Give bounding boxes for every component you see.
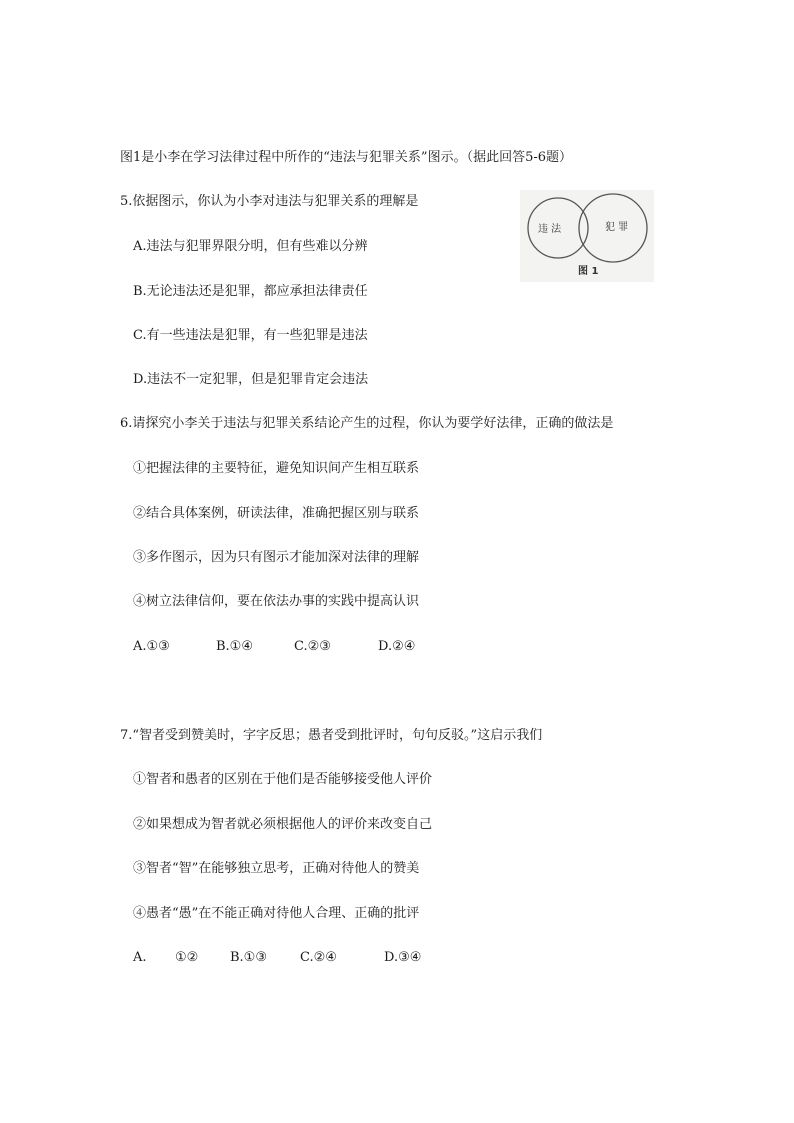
- choice-b: B.①④: [216, 639, 253, 654]
- choice-b: B.①③: [230, 950, 267, 965]
- question-6-statement-3: ③多作图示，因为只有图示才能加深对法律的理解: [133, 550, 420, 565]
- question-7-statement-2: ②如果想成为智者就必须根据他人的评价来改变自己: [133, 817, 433, 832]
- figure-caption: 图 1: [578, 266, 599, 277]
- question-6-stem: 6.请探究小李关于违法与犯罪关系结论产生的过程，你认为要学好法律，正确的做法是: [120, 416, 614, 431]
- question-6-statement-4: ④树立法律信仰，要在依法办事的实践中提高认识: [133, 594, 420, 609]
- choice-d: D.②④: [378, 639, 416, 654]
- question-6-choices: [133, 638, 415, 656]
- question-7-statement-1: ①智者和愚者的区别在于他们是否能够接受他人评价: [133, 772, 433, 787]
- intro-text: 图1是小李在学习法律过程中所作的“违法与犯罪关系”图示。（据此回答5-6题）: [120, 150, 572, 165]
- choice-c: C.②④: [300, 950, 337, 965]
- question-7-choices: [133, 949, 421, 967]
- choice-a: A.①③: [133, 639, 170, 654]
- venn-left-label: 违 法: [538, 224, 562, 235]
- question-5-option-a: A.违法与犯罪界限分明，但有些难以分辨: [133, 239, 368, 254]
- question-5-option-b: B.无论违法还是犯罪，都应承担法律责任: [133, 284, 368, 299]
- choice-c: C.②③: [294, 639, 331, 654]
- question-6-statement-1: ①把握法律的主要特征，避免知识间产生相互联系: [133, 461, 420, 476]
- choice-a: A.: [133, 950, 147, 965]
- question-7-stem: 7.“智者受到赞美时，字字反思；愚者受到批评时，句句反驳。”这启示我们: [120, 728, 543, 743]
- choice-d: D.③④: [384, 950, 422, 965]
- choice-a-value: ①②: [175, 950, 199, 965]
- question-5-option-d: D.违法不一定犯罪，但是犯罪肯定会违法: [133, 372, 369, 387]
- venn-right-label: 犯 罪: [605, 222, 629, 233]
- question-5-stem: 5.依据图示，你认为小李对违法与犯罪关系的理解是: [120, 194, 419, 209]
- question-7-statement-4: ④愚者“愚”在不能正确对待他人合理、正确的批评: [133, 906, 420, 921]
- question-6-statement-2: ②结合具体案例，研读法律，准确把握区别与联系: [133, 506, 420, 521]
- venn-figure: [520, 190, 654, 282]
- question-7-statement-3: ③智者“智”在能够独立思考，正确对待他人的赞美: [133, 861, 420, 876]
- question-5-option-c: C.有一些违法是犯罪，有一些犯罪是违法: [133, 328, 368, 343]
